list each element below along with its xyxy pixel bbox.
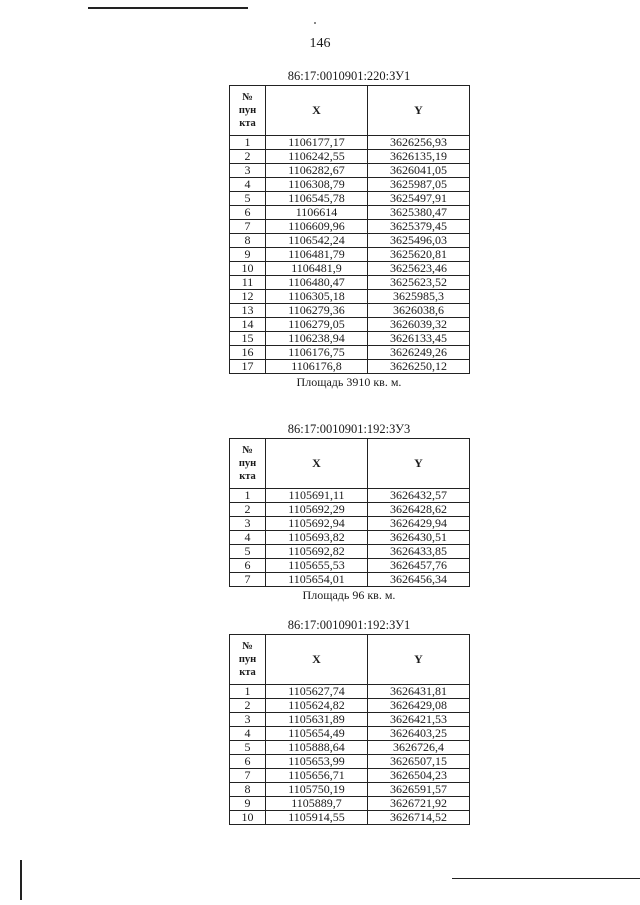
table-row	[230, 192, 470, 206]
point-number-cell: 1	[230, 136, 266, 150]
point-number-cell: 10	[230, 811, 266, 825]
point-number-cell: 1	[230, 685, 266, 699]
table-row	[230, 811, 470, 825]
x-coordinate-cell: 1105631,89	[266, 713, 368, 727]
y-coordinate-cell: 3626433,85	[368, 545, 470, 559]
y-coordinate-cell: 3625497,91	[368, 192, 470, 206]
x-header: X	[266, 86, 368, 136]
x-coordinate-cell: 1106308,79	[266, 178, 368, 192]
table-row	[230, 573, 470, 587]
point-number-cell: 4	[230, 727, 266, 741]
x-coordinate-cell: 1105654,49	[266, 727, 368, 741]
x-coordinate-cell: 1105654,01	[266, 573, 368, 587]
y-coordinate-cell: 3626421,53	[368, 713, 470, 727]
point-number-cell: 5	[230, 192, 266, 206]
y-coordinate-cell: 3626428,62	[368, 503, 470, 517]
table-row	[230, 783, 470, 797]
x-coordinate-cell: 1106542,24	[266, 234, 368, 248]
table-row	[230, 699, 470, 713]
point-number-header: № пун кта	[230, 86, 266, 136]
point-number-cell: 3	[230, 517, 266, 531]
x-coordinate-cell: 1106176,75	[266, 346, 368, 360]
point-number-cell: 6	[230, 755, 266, 769]
table-row	[230, 290, 470, 304]
y-coordinate-cell: 3626429,08	[368, 699, 470, 713]
table-row	[230, 755, 470, 769]
point-number-cell: 12	[230, 290, 266, 304]
x-coordinate-cell: 1106177,17	[266, 136, 368, 150]
x-coordinate-cell: 1105692,94	[266, 517, 368, 531]
coordinates-table	[229, 438, 470, 587]
point-number-cell: 7	[230, 220, 266, 234]
table-row	[230, 178, 470, 192]
y-coordinate-cell: 3626133,45	[368, 332, 470, 346]
table-row	[230, 741, 470, 755]
table-row	[230, 769, 470, 783]
y-coordinate-cell: 3626403,25	[368, 727, 470, 741]
x-coordinate-cell: 1105627,74	[266, 685, 368, 699]
point-number-cell: 6	[230, 206, 266, 220]
x-coordinate-cell: 1105888,64	[266, 741, 368, 755]
point-number-cell: 3	[230, 164, 266, 178]
y-coordinate-cell: 3626041,05	[368, 164, 470, 178]
y-coordinate-cell: 3625985,3	[368, 290, 470, 304]
y-coordinate-cell: 3626038,6	[368, 304, 470, 318]
point-number-cell: 1	[230, 489, 266, 503]
x-coordinate-cell: 1106282,67	[266, 164, 368, 178]
point-number-cell: 2	[230, 503, 266, 517]
area-caption: Площадь 3910 кв. м.	[296, 375, 402, 389]
x-coordinate-cell: 1105691,11	[266, 489, 368, 503]
y-coordinate-cell: 3626456,34	[368, 573, 470, 587]
point-number-cell: 4	[230, 178, 266, 192]
y-coordinate-cell: 3626726,4	[368, 741, 470, 755]
point-number-cell: 15	[230, 332, 266, 346]
y-header: Y	[368, 439, 470, 489]
x-coordinate-cell: 1105750,19	[266, 783, 368, 797]
table-row	[230, 797, 470, 811]
y-coordinate-cell: 3626431,81	[368, 685, 470, 699]
x-coordinate-cell: 1105889,7	[266, 797, 368, 811]
y-coordinate-cell: 3626721,92	[368, 797, 470, 811]
cadastral-number: 86:17:0010901:192:ЗУ3	[287, 422, 411, 436]
x-coordinate-cell: 1106480,47	[266, 276, 368, 290]
x-coordinate-cell: 1105653,99	[266, 755, 368, 769]
x-coordinate-cell: 1106279,05	[266, 318, 368, 332]
y-coordinate-cell: 3626432,57	[368, 489, 470, 503]
x-coordinate-cell: 1106481,79	[266, 248, 368, 262]
table-row	[230, 713, 470, 727]
table-row	[230, 685, 470, 699]
table-row	[230, 220, 470, 234]
y-coordinate-cell: 3626430,51	[368, 531, 470, 545]
point-number-cell: 9	[230, 797, 266, 811]
x-coordinate-cell: 1106614	[266, 206, 368, 220]
table-row	[230, 206, 470, 220]
point-number-cell: 6	[230, 559, 266, 573]
coordinates-section	[229, 617, 469, 825]
table-row	[230, 531, 470, 545]
y-coordinate-cell: 3626135,19	[368, 150, 470, 164]
y-coordinate-cell: 3626256,93	[368, 136, 470, 150]
bottom-scan-line	[452, 878, 640, 879]
point-number-cell: 5	[230, 545, 266, 559]
point-number-header: № пун кта	[230, 635, 266, 685]
table-header-row	[230, 86, 470, 136]
y-coordinate-cell: 3626591,57	[368, 783, 470, 797]
y-coordinate-cell: 3626249,26	[368, 346, 470, 360]
table-header-row	[230, 439, 470, 489]
point-number-cell: 8	[230, 234, 266, 248]
cadastral-number: 86:17:0010901:220:ЗУ1	[287, 69, 411, 83]
coordinates-table	[229, 85, 470, 374]
table-row	[230, 517, 470, 531]
y-coordinate-cell: 3625987,05	[368, 178, 470, 192]
x-coordinate-cell: 1106609,96	[266, 220, 368, 234]
x-header: X	[266, 635, 368, 685]
x-coordinate-cell: 1106481,9	[266, 262, 368, 276]
coordinates-section	[229, 421, 469, 602]
table-row	[230, 262, 470, 276]
point-number-cell: 4	[230, 531, 266, 545]
x-coordinate-cell: 1106305,18	[266, 290, 368, 304]
point-number-cell: 10	[230, 262, 266, 276]
table-row	[230, 360, 470, 374]
table-row	[230, 276, 470, 290]
point-number-cell: 5	[230, 741, 266, 755]
table-row	[230, 136, 470, 150]
x-coordinate-cell: 1105624,82	[266, 699, 368, 713]
x-coordinate-cell: 1106238,94	[266, 332, 368, 346]
y-coordinate-cell: 3626039,32	[368, 318, 470, 332]
y-coordinate-cell: 3625623,46	[368, 262, 470, 276]
point-number-cell: 7	[230, 573, 266, 587]
point-number-header: № пун кта	[230, 439, 266, 489]
table-header-row	[230, 635, 470, 685]
x-coordinate-cell: 1106242,55	[266, 150, 368, 164]
x-coordinate-cell: 1105693,82	[266, 531, 368, 545]
point-number-cell: 17	[230, 360, 266, 374]
top-scan-line	[88, 7, 248, 9]
y-header: Y	[368, 635, 470, 685]
table-row	[230, 332, 470, 346]
y-coordinate-cell: 3625379,45	[368, 220, 470, 234]
x-coordinate-cell: 1106279,36	[266, 304, 368, 318]
point-number-cell: 7	[230, 769, 266, 783]
y-coordinate-cell: 3626457,76	[368, 559, 470, 573]
point-number-cell: 2	[230, 699, 266, 713]
point-number-cell: 13	[230, 304, 266, 318]
table-row	[230, 318, 470, 332]
y-coordinate-cell: 3626714,52	[368, 811, 470, 825]
x-coordinate-cell: 1105656,71	[266, 769, 368, 783]
y-coordinate-cell: 3625380,47	[368, 206, 470, 220]
coordinates-section	[229, 68, 469, 389]
page-number: 146	[309, 36, 331, 51]
y-coordinate-cell: 3626429,94	[368, 517, 470, 531]
x-coordinate-cell: 1105692,29	[266, 503, 368, 517]
cadastral-number: 86:17:0010901:192:ЗУ1	[287, 618, 411, 632]
point-number-cell: 9	[230, 248, 266, 262]
table-row	[230, 164, 470, 178]
table-row	[230, 234, 470, 248]
y-header: Y	[368, 86, 470, 136]
y-coordinate-cell: 3625620,81	[368, 248, 470, 262]
x-coordinate-cell: 1105655,53	[266, 559, 368, 573]
y-coordinate-cell: 3625623,52	[368, 276, 470, 290]
x-coordinate-cell: 1106545,78	[266, 192, 368, 206]
table-row	[230, 304, 470, 318]
point-number-cell: 3	[230, 713, 266, 727]
x-coordinate-cell: 1105692,82	[266, 545, 368, 559]
scan-speck	[314, 22, 316, 24]
table-row	[230, 150, 470, 164]
point-number-cell: 8	[230, 783, 266, 797]
table-row	[230, 727, 470, 741]
point-number-cell: 14	[230, 318, 266, 332]
y-coordinate-cell: 3626250,12	[368, 360, 470, 374]
table-row	[230, 346, 470, 360]
table-row	[230, 503, 470, 517]
y-coordinate-cell: 3625496,03	[368, 234, 470, 248]
area-caption: Площадь 96 кв. м.	[302, 588, 396, 602]
coordinates-table	[229, 634, 470, 825]
point-number-cell: 2	[230, 150, 266, 164]
x-coordinate-cell: 1106176,8	[266, 360, 368, 374]
x-coordinate-cell: 1105914,55	[266, 811, 368, 825]
left-margin-mark	[20, 860, 22, 900]
y-coordinate-cell: 3626507,15	[368, 755, 470, 769]
point-number-cell: 16	[230, 346, 266, 360]
x-header: X	[266, 439, 368, 489]
table-row	[230, 489, 470, 503]
point-number-cell: 11	[230, 276, 266, 290]
table-row	[230, 545, 470, 559]
y-coordinate-cell: 3626504,23	[368, 769, 470, 783]
table-row	[230, 559, 470, 573]
table-row	[230, 248, 470, 262]
